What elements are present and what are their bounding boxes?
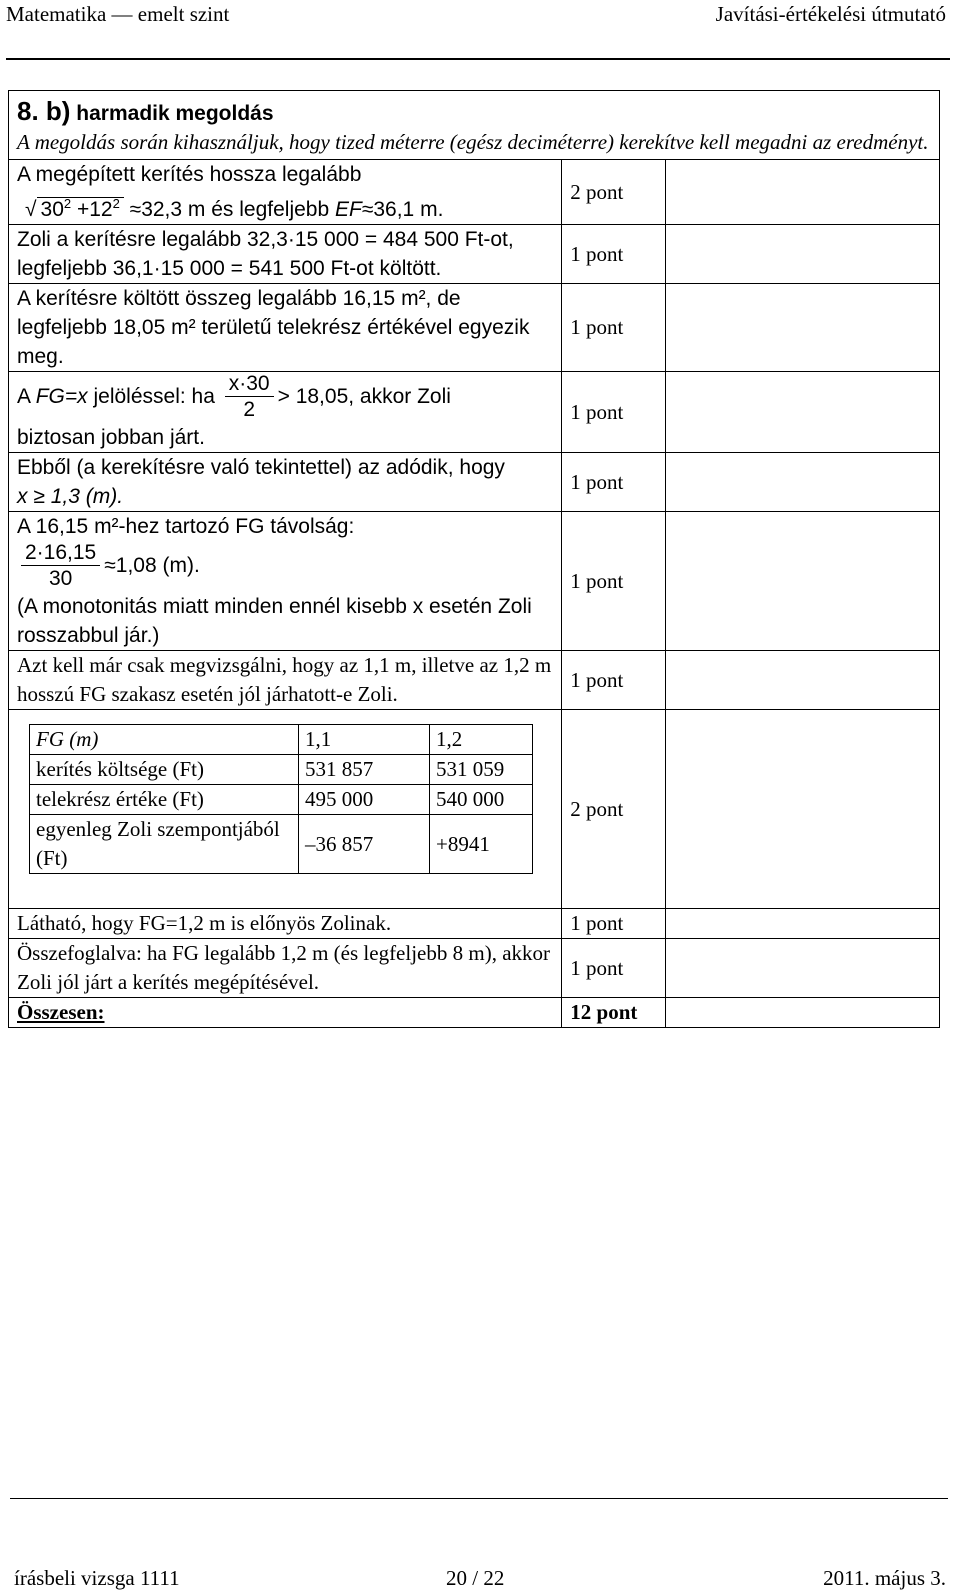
tail-2-points: 1 pont xyxy=(562,939,666,998)
row-4-text: A FG=x jelöléssel: ha $\frac{x\cdot 30}{2}$ > 18,05, akkor Zoli biztosan jobban járt. xyxy=(9,372,562,453)
intro-text: A megoldás során kihasználjuk, hogy tized méterre (egész deciméterre) kerekítve kell megadni az eredményt. xyxy=(17,130,929,154)
fraction: $\frac{2\cdot 16,15}{30}$ xyxy=(21,541,100,592)
tail-1-points: 1 pont xyxy=(562,909,666,939)
section-title: 8. b) harmadik megoldás xyxy=(17,96,274,126)
row-5-points: 1 pont xyxy=(562,453,666,512)
row-4-points: 1 pont xyxy=(562,372,666,453)
page-header xyxy=(0,0,960,52)
row-6-points: 1 pont xyxy=(562,512,666,651)
row-3-text: A kerítésre költött összeg legalább 16,15 m², de legfeljebb 18,05 m² területű telekrész értékével egyezik meg. xyxy=(9,284,562,372)
row-2-text: Zoli a kerítésre legalább 32,3·15 000 = 484 500 Ft-ot, legfeljebb 36,1·15 000 = 541 500 Ft-ot költött. xyxy=(9,225,562,284)
row-1-text: A megépített kerítés hossza legalább √ $30^2 +12^2 \approx 32,3$ m és legfeljebb EF≈36,1 m. xyxy=(9,160,562,225)
balance-table: FG (m) 1,1 1,2 kerítés költsége (Ft) 531 857 531 059 telekrész értéke (Ft) 495 000 540 000 egyenleg Zoli szempontjából (Ft) –36 857 +8941 xyxy=(29,724,533,874)
intro-cell xyxy=(9,91,940,160)
row-1-points: 2 pont xyxy=(562,160,666,225)
row-5-text: Ebből (a kerekítésre való tekintettel) az adódik, hogy x ≥ 1,3 (m). xyxy=(9,453,562,512)
header-rule xyxy=(6,58,950,60)
row-3-points: 1 pont xyxy=(562,284,666,372)
tail-1-text: Látható, hogy FG=1,2 m is előnyös Zolinak. xyxy=(9,909,562,939)
footer-rule xyxy=(10,1498,948,1499)
footer-right: 2011. május 3. xyxy=(823,1566,946,1590)
row-6-text: A 16,15 m²-hez tartozó FG távolság: $\frac{2\cdot 16,15}{30}$ ≈1,08 (m). (A monotonitás miatt minden ennél kisebb x esetén Zoli rosszabbul jár.) xyxy=(9,512,562,651)
tail-2-text: Összefoglalva: ha FG legalább 1,2 m (és legfeljebb 8 m), akkor Zoli jól járt a kerítés megépítésével. xyxy=(9,939,562,998)
fraction: $\frac{x\cdot 30}{2}$ xyxy=(225,372,274,423)
inner-table-cell xyxy=(9,710,562,909)
inner-table-points: 2 pont xyxy=(562,710,666,909)
total-label: Összesen: xyxy=(9,998,562,1028)
row-2-points: 1 pont xyxy=(562,225,666,284)
header-right: Javítási-értékelési útmutató xyxy=(715,2,946,26)
header-left: Matematika — emelt szint xyxy=(6,2,230,26)
total-points: 12 pont xyxy=(562,998,666,1028)
scoring-table xyxy=(8,90,940,1028)
footer-left: írásbeli vizsga 1111 xyxy=(14,1566,180,1590)
row-7-text: Azt kell már csak megvizsgálni, hogy az 1,1 m, illetve az 1,2 m hosszú FG szakasz esetén jól járhatott-e Zoli. xyxy=(9,651,562,710)
footer-center: 20 / 22 xyxy=(446,1566,505,1590)
row-7-points: 1 pont xyxy=(562,651,666,710)
